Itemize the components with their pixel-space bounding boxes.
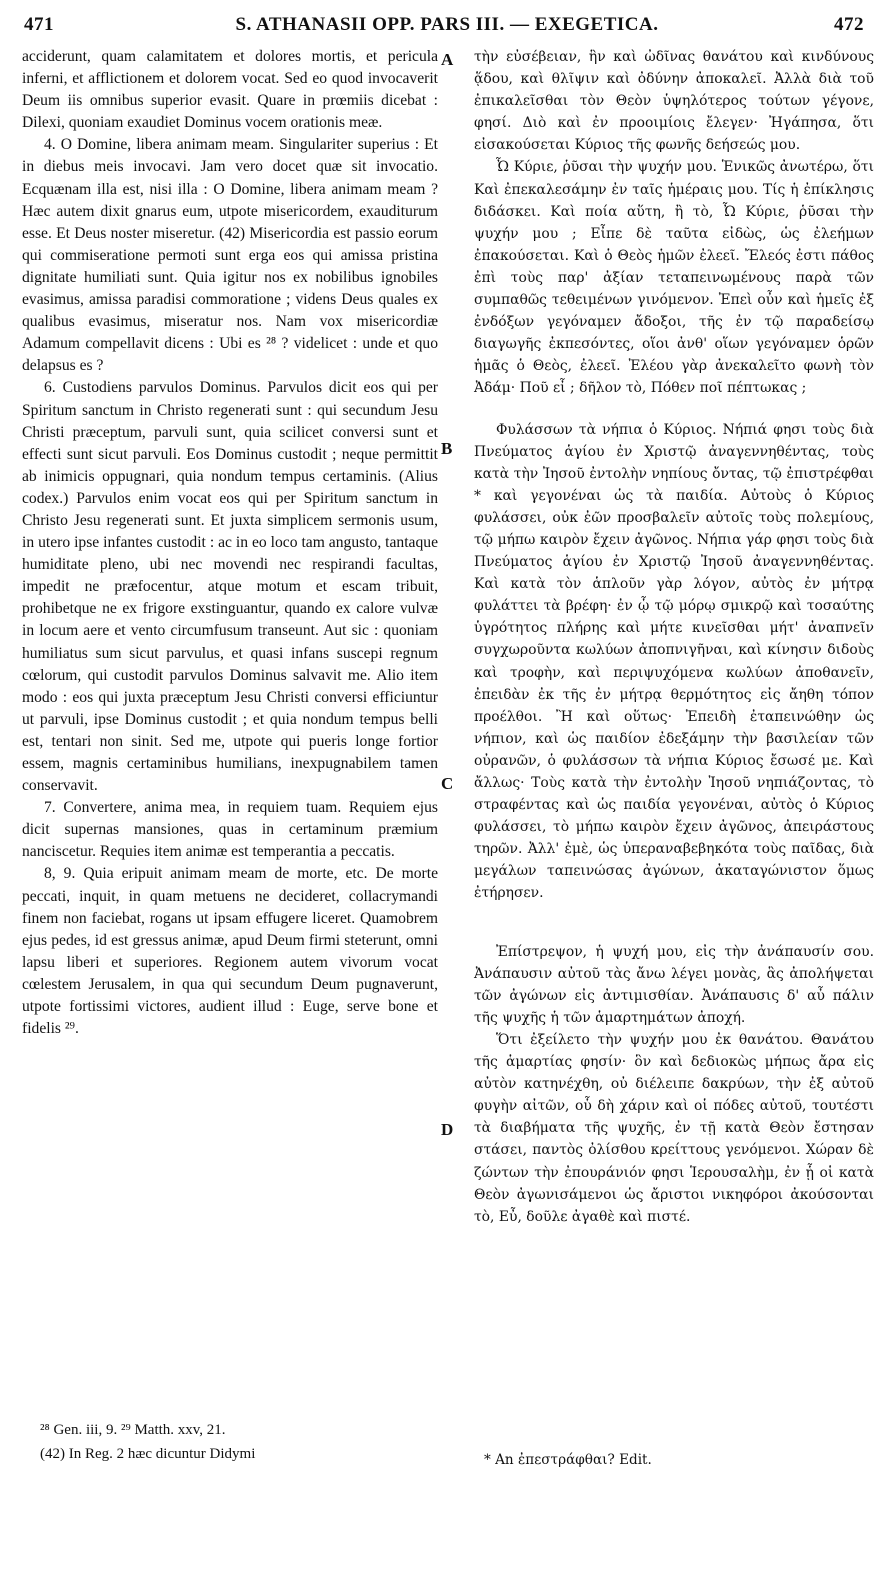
margin-letter-b: B [441,439,453,458]
latin-paragraph: 6. Custodiens parvulos Dominus. Parvulos dicit eos qui per Spiritum sanctum in Christo regenerati sunt : qui secundum Jesu Christi præceptum, parvuli sunt, quia scilicet conversi sunt et effecti sunt sicut parvuli. Eos Dominus custodit ; neque permittit ab inimicis oppugnari, quia nondum tempus certaminis. (Alius codex.) Parvulos enim vocat eos qui per Spiritum sanctum in Christo Jesu regenerati sunt. Et juxta simplicem sermonis usum, in utero ipse infantes custodit : ac in eo loco tam angusto, tantaque humiditate pleno, ubi nec movendi nec respirandi facultas, impedit ne præfocentur, atque motum et escam tribuit, prohibetque ne ex frigore exstinguantur, quando ex calore vulvæ in locum aere et vento circumfusum transeunt. Aut sic : quoniam humiliatus sum sicut parvulus, et quasi infans suscepi regnum cœlorum, qui custodit parvulos Dominus salvavit me. Alio item modo : eos qui juxta præceptum Jesu Christi conversi efficiuntur ut parvuli, ipse Dominus custodit ; et quia nondum tempus belli est, tentari non sinit. Sed me, utpote qui pueris longe fortior essem, magnis certaminibus humilians, inexpugnabilem tamen conservavit. [22,379,438,795]
greek-column [474,46,874,1228]
margin-letter-a: A [441,50,454,69]
greek-paragraph: Ὦ Κύριε, ῥῦσαι τὴν ψυχήν μου. Ἑνικῶς ἀνωτέρω, ὅτι Καὶ ἐπεκαλεσάμην ἐν ταῖς ἡμέραις μου. Τίς ἡ ἐπίκλησις διδάσκει. Καὶ ποία αὕτη, ἢ τὸ, Ὦ Κύριε, ῥῦσαι τὴν ψυχήν μου ; Εἶπε δὲ ταῦτα εἰδὼς, ὡς ἐλεήμων ἐπακούσεται. Καὶ ὁ Θεὸς ἡμῶν ἐλεεῖ. Ἔλεός ἐστι πάθος ἐπὶ τοὺς παρ' ἀξίαν τεταπεινωμένους παρὰ τῶν συμπαθῶς τεθειμένων γινόμενον. Ἐπεὶ οὖν καὶ ἡμεῖς ἐξ ἐνδόξων γεγόναμεν ἄδοξοι, τῆς ἐν τῷ παραδείσῳ διαγωγῆς ἐκπεσόντες, οἵοι ἀνθ' οἵων γεγόναμεν ὁρῶν ἡμᾶς ὁ Θεὸς, ἐλεεῖ. Ἐλέου γὰρ ἀνεκαλεῖτο φωνὴ τὸν Ἀδάμ· Ποῦ εἶ ; δῆλον τὸ, Πόθεν ποῖ πέπτωκας ; [474,159,874,397]
footnotes-left [40,1418,420,1466]
latin-paragraph: 7. Convertere, anima mea, in requiem tuam. Requiem ejus dicit supernas mansiones, quas in certaminum præmium nanciscetur. Requies item animæ est temperantia a peccatis. [22,799,438,861]
margin-letter-d: D [441,1120,454,1139]
greek-paragraph: Φυλάσσων τὰ νήπια ὁ Κύριος. Νήπιά φησι τοὺς διὰ Πνεύματος ἁγίου ἐν Χριστῷ ἀναγεννηθέντας, τοὺς κατὰ τὴν Ἰησοῦ ἐντολὴν νηπίους ὄντας, τῷ ἐπιστρέφθαι * καὶ γεγονέναι ὡς τὰ παιδία. Αὐτοὺς ὁ Κύριος φυλάσσει, οὐκ ἐῶν προσβαλεῖν αὐτοῖς τοὺς πολεμίους, τῷ μήπω καιρὸν ἔχειν ἀγῶνος. Νήπια γάρ φησι τοὺς διὰ Πνεύματος ἁγίου ἐν Χριστῷ Ἰησοῦ ἀναγεννηθέντας. Καὶ κατὰ τὸν ἁπλοῦν γὰρ λόγον, αὐτὸς ἐν μήτρᾳ φυλάττει τὰ βρέφη· ἐν ᾧ τῷ μόρῳ σμικρῷ καὶ τοσαύτης ὑγρότητος πλήρης καὶ μήτε κινεῖσθαι μήτ' ἀναπνεῖν συγχωροῦντα κωλύων ἀποπνιγῆναι, καὶ κίνησιν διδοὺς καὶ τροφὴν, καὶ περιψυχόμενα κωλύων ἀποθανεῖν, ἐπειδὰν ἐκ τῆς ἐν μήτρᾳ θερμότητος εἰς ἄηθη τόπον προέλθοι. Ἢ καὶ οὕτως· Ἐπειδὴ ἐταπεινώθην ὡς νήπιον, καὶ ὡς παιδίον ἐδεξάμην τὴν βασιλείαν τῶν οὐρανῶν, ὁ φυλάσσων τὰ νήπια Κύριος ἔσωσέ με. Καὶ ἄλλως· Τοὺς κατὰ τὴν ἐντολὴν Ἰησοῦ νηπιάζοντας, τὸ στραφέντας καὶ ὡς παιδία γεγονέναι, αὐτὸς ὁ Κύριος φυλάσσει, τὸ μήπω καιρὸν ἔχειν ἀγῶνος, ἀπειράστους τηρῶν. Ἀλλ' ἐμὲ, ὡς ὑπεραναβεβηκότα τοὺς παῖδας, διὰ μεγάλων ταπεινώσας ἀγώνων, ἀκαταγώνιστον ὅμως ἐτήρησεν. [474,421,874,902]
latin-column [22,46,438,1040]
greek-paragraph: Ὅτι ἐξείλετο τὴν ψυχήν μου ἐκ θανάτου. Θανάτου τῆς ἁμαρτίας φησίν· ὃν καὶ δεδιοκὼς μήπως ἄρα εἰς αὐτὸν κατηνέχθη, οὐ διέλειπε δακρύων, τὴν ἐξ αὐτοῦ φυγὴν αἰτῶν, οὗ δὴ χάριν καὶ οἱ πόδες αὐτοῦ, τουτέστι τὰ διαβήματα τῆς ψυχῆς, ἐν τῇ κατὰ Θεὸν ἔστησαν στάσει, παντὸς ὀλίσθου κρείττους γενόμενοι. Χώραν δὲ ζώντων τὴν ἐπουράνιόν φησι Ἱερουσαλὴμ, ἐν ᾗ οἱ κατὰ Θεὸν ἀγωνισάμενοι ὡς ἄριστοι νικηφόροι ἀκούσονται τὸ, Εὖ, δοῦλε ἀγαθὲ καὶ πιστέ. [474,1031,874,1225]
running-header [0,14,894,44]
footnote-note: (42) In Reg. 2 hæc dicuntur Didymi [40,1446,256,1462]
footnotes-right [484,1448,864,1472]
footnote-note: * Αn ἐπεστράφθαι? Edit. [484,1452,652,1468]
latin-paragraph: acciderunt, quam calamitatem et dolores mortis, et pericula inferni, et afflictionem et dolorem vocat. Sed eo quod invocaverit Deum iis omnibus superior evasit. Quare in prœmiis dicebat : Dilexi, quoniam exaudiet Dominus vocem orationis meæ. [22,48,438,132]
footnote-references: ²⁸ Gen. iii, 9. ²⁹ Matth. xxv, 21. [40,1422,226,1438]
page-number-right: 472 [834,14,864,35]
margin-letter-c: C [441,774,454,793]
latin-paragraph: 4. O Domine, libera animam meam. Singulariter superius : Et in diebus meis invocavi. Jam vero docet quæ sit invocatio. Ecquænam illa est, nisi illa : O Domine, libera animam meam ? Hæc autem dixit gnarus eum, utpote misericordem, exauditurum esse. Et Deus noster miseretur. (42) Misericordia est passio eorum qui commiseratione permoti sunt erga eos qui amissa pristina dignitate humiliati sunt. Quia igitur nos ex nobilibus ignobiles evasimus, amissa paradisi commoratione ; videns Deus quales ex qualibus evasimus, miseratur nos. Nam vox misericordiæ Adamum compellavit dicens : Ubi es ²⁸ ? videlicet : unde et quo delapsus es ? [22,136,438,375]
latin-paragraph: 8, 9. Quia eripuit animam meam de morte, etc. De morte peccati, inquit, in quam metuens ne decideret, collacrymandi finem non faciebat, rogans ut ipsam effugere liceret. Quamobrem ejus pedes, id est gressus animæ, apud Deum firmi steterunt, omni lapsu liberi et superiores. Regionem autem vivorum vocat cœlestem Jerusalem, in qua qui secundum Deum pugnaverunt, utpote fortissimi victores, audient illud : Euge, serve bone et fidelis ²⁹. [22,865,438,1038]
greek-paragraph: τὴν εὐσέβειαν, ἣν καὶ ὠδῖνας θανάτου καὶ κινδύνους ᾅδου, καὶ θλῖψιν καὶ ὀδύνην ἀποκαλεῖ. Ἀλλὰ διὰ τοῦ ἐπικαλεῖσθαι τὸν Θεὸν ὑψηλότερος τούτων γέγονε, φησί. Διὸ καὶ ἐν προοιμίοις ἔλεγεν· Ἠγάπησα, ὅτι εἰσακούσεται Κύριος τῆς φωνῆς δεήσεώς μου. [474,49,874,154]
greek-paragraph: Ἐπίστρεψον, ἡ ψυχή μου, εἰς τὴν ἀνάπαυσίν σου. Ἀνάπαυσιν αὐτοῦ τὰς ἄνω λέγει μονὰς, ἃς ἀπολήψεται τῶν ἀγώνων εἰς ἀντιμισθίαν. Ἀνάπαυσις δ' αὖ πάλιν τῆς ψυχῆς ἡ τῶν ἁμαρτημάτων ἀποχή. [474,943,874,1026]
running-title: S. ATHANASII OPP. PARS III. — EXEGETICA. [235,14,659,35]
page-number-left: 471 [24,14,54,35]
